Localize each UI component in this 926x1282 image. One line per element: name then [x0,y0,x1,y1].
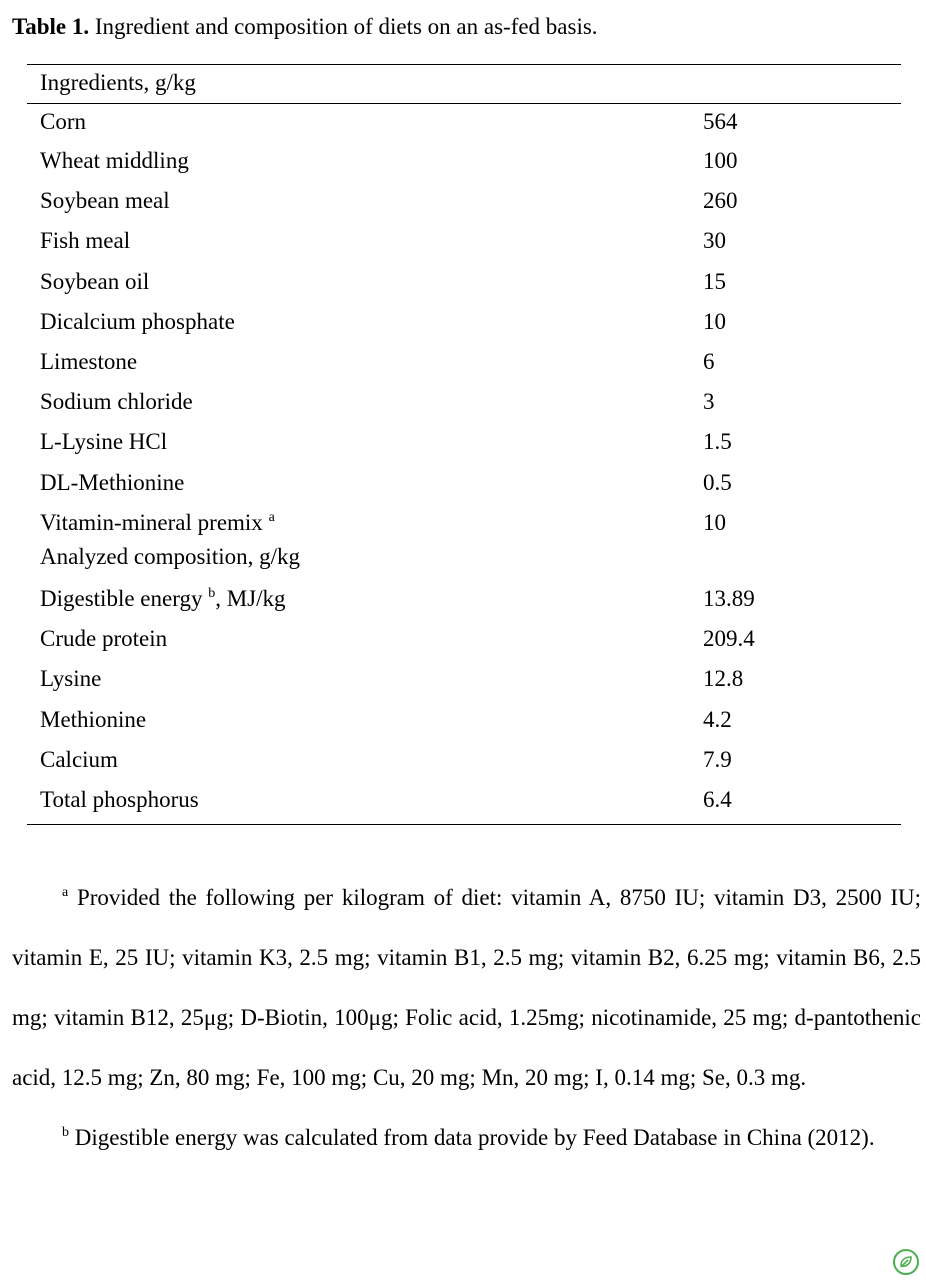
row-name: Soybean oil [40,269,150,294]
row-value: 7.9 [703,747,732,772]
table-title: Ingredient and composition of diets on an as-fed basis. [89,14,598,39]
row-name: Fish meal [40,228,131,253]
row-name: L-Lysine HCl [40,429,168,454]
footnotes [12,868,921,1168]
row-value: 6.4 [703,787,732,812]
footnote-a [12,868,921,1108]
row-name: Wheat middling [40,148,189,173]
row-name-text: Digestible energy [40,586,203,611]
row-value: 0.5 [703,470,732,495]
row-value: 10 [703,309,726,334]
row-name [40,506,275,540]
row-name: Dicalcium phosphate [40,309,235,334]
row-name: Soybean meal [40,188,170,213]
table-row [0,582,926,616]
row-name [40,582,286,616]
table-row [0,783,926,817]
footnote-marker-a: a [268,510,275,525]
table-row [0,466,926,500]
table-row [0,425,926,459]
table-row [0,305,926,339]
table-row [0,144,926,178]
row-name: Limestone [40,349,138,374]
footnote-a-text: Provided the following per kilogram of diet: vitamin A, 8750 IU; vitamin D3, 2500 IU; vitamin E, 25 IU; vitamin K3, 2.5 mg; vitamin B1, 2.5 mg; vitamin B2, 6.25 mg; vitamin B6, 2.5 mg; vitamin B12, 25μg; D-Biotin, 100μg; Folic acid, 1.25mg; nicotinamide, 25 mg; d-pantothenic acid, 12.5 mg; Zn, 80 mg; Fe, 100 mg; Cu, 20 mg; Mn, 20 mg; I, 0.14 mg; Se, 0.3 mg. [12,885,921,1090]
table-row [0,506,926,540]
row-value: 209.4 [703,626,755,651]
footnote-b-text: Digestible energy was calculated from data provide by Feed Database in China (2012). [69,1125,875,1150]
row-value: 15 [703,269,726,294]
table-row [0,105,926,139]
row-value: 4.2 [703,707,732,732]
table-row [0,265,926,299]
table-row [0,743,926,777]
table-label: Table 1. [12,14,90,39]
row-name-unit: , MJ/kg [215,586,286,611]
footnote-marker-b: b [208,586,216,601]
row-name: Sodium chloride [40,389,193,414]
table-row [0,703,926,737]
table-row [0,622,926,656]
header-ingredients: Ingredients, g/kg [40,70,196,95]
row-name: Crude protein [40,626,168,651]
row-value: 10 [703,510,726,535]
row-name: Methionine [40,707,147,732]
table-row [0,385,926,419]
footnote-b [12,1108,921,1168]
row-value: 3 [703,389,715,414]
row-name: Corn [40,109,86,134]
table-header-row [0,66,926,100]
row-name: Lysine [40,666,102,691]
row-name-text: Vitamin-mineral premix [40,510,263,535]
row-value: 100 [703,148,738,173]
table-row [0,224,926,258]
row-value: 1.5 [703,429,732,454]
row-value: 12.8 [703,666,744,691]
footnote-a-mark: a [62,885,69,900]
composition-header: Analyzed composition, g/kg [40,544,300,569]
row-value: 6 [703,349,715,374]
composition-header-row [0,540,926,574]
table-row [0,662,926,696]
table-row [0,184,926,218]
row-name: DL-Methionine [40,470,185,495]
table-row [0,345,926,379]
leaf-logo-icon [893,1249,919,1275]
row-value: 260 [703,188,738,213]
leaf-glyph [898,1254,914,1270]
row-name: Calcium [40,747,118,772]
row-value: 564 [703,109,738,134]
footnote-b-mark: b [62,1125,69,1140]
row-value: 30 [703,228,726,253]
row-name: Total phosphorus [40,787,199,812]
row-value: 13.89 [703,586,755,611]
